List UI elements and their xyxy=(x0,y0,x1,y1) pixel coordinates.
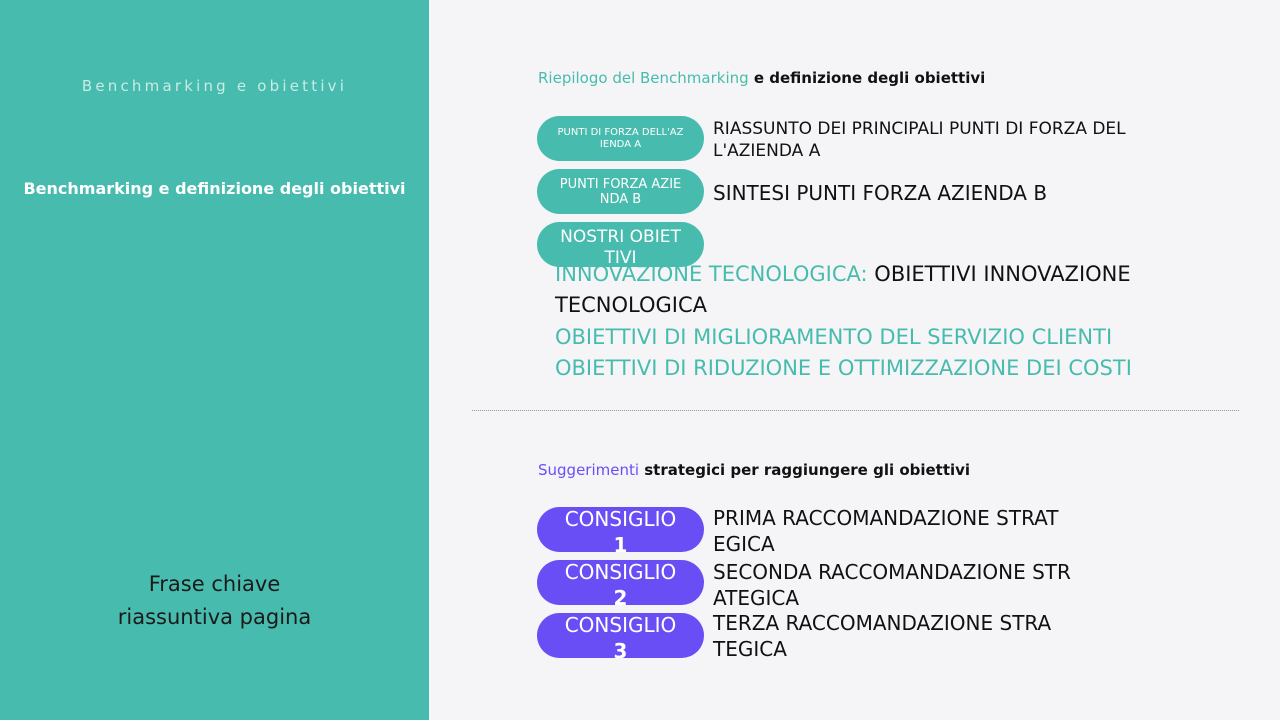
pill-strengths-a-label: PUNTI DI FORZA DELL'AZIENDA A xyxy=(557,126,684,150)
objective-service: OBIETTIVI DI MIGLIORAMENTO DEL SERVIZIO CLIENTI xyxy=(555,325,1113,349)
pill-advice-3-num: 3 xyxy=(613,638,628,658)
objective-innovation xyxy=(555,262,1131,286)
advice-3-text: TERZA RACCOMANDAZIONE STRA TEGICA xyxy=(713,611,1052,661)
sidebar-title: Benchmarking e definizione degli obiettivi xyxy=(23,179,406,198)
pill-our-objectives-label: NOSTRI OBIETTIVI xyxy=(560,226,681,267)
pill-strengths-b xyxy=(537,169,704,214)
pill-advice-1-num: 1 xyxy=(613,532,628,552)
pill-strengths-a xyxy=(537,116,704,161)
section-divider xyxy=(472,410,1239,411)
section1-title xyxy=(538,69,985,87)
pill-advice-2-label: CONSIGLIO xyxy=(564,560,677,584)
pill-our-objectives xyxy=(537,222,704,267)
pill-advice-1 xyxy=(537,507,704,552)
advice-1-text: PRIMA RACCOMANDAZIONE STRAT EGICA xyxy=(713,506,1059,556)
objective-innovation-label: INNOVAZIONE TECNOLOGICA: xyxy=(555,262,868,286)
pill-advice-2 xyxy=(537,560,704,605)
section1-title-accent: Riepilogo del Benchmarking xyxy=(538,69,749,87)
section1-title-rest: e definizione degli obiettivi xyxy=(748,69,986,87)
section2-title xyxy=(538,461,970,479)
pill-advice-3-label: CONSIGLIO xyxy=(564,613,677,637)
key-phrase: Frase chiave riassuntiva pagina xyxy=(117,572,312,629)
pill-advice-1-label: CONSIGLIO xyxy=(564,507,677,531)
section2-title-rest: strategici per raggiungere gli obiettivi xyxy=(639,461,971,479)
section2-title-accent: Suggerimenti xyxy=(538,461,640,479)
objective-innovation-line2: TECNOLOGICA xyxy=(555,293,707,317)
strengths-b-text: SINTESI PUNTI FORZA AZIENDA B xyxy=(713,181,1048,205)
objective-innovation-text: OBIETTIVI INNOVAZIONE xyxy=(867,262,1131,286)
sidebar-panel xyxy=(0,0,429,720)
advice-2-text: SECONDA RACCOMANDAZIONE STR ATEGICA xyxy=(713,560,1071,610)
strengths-a-text: RIASSUNTO DEI PRINCIPALI PUNTI DI FORZA DEL L'AZIENDA A xyxy=(713,119,1126,161)
pill-advice-2-num: 2 xyxy=(613,585,628,605)
pill-strengths-b-label: PUNTI FORZA AZIENDA B xyxy=(559,176,682,207)
objective-costs: OBIETTIVI DI RIDUZIONE E OTTIMIZZAZIONE DEI COSTI xyxy=(555,356,1132,380)
sidebar-kicker: Benchmarking e obiettivi xyxy=(81,77,348,95)
pill-advice-3 xyxy=(537,613,704,658)
